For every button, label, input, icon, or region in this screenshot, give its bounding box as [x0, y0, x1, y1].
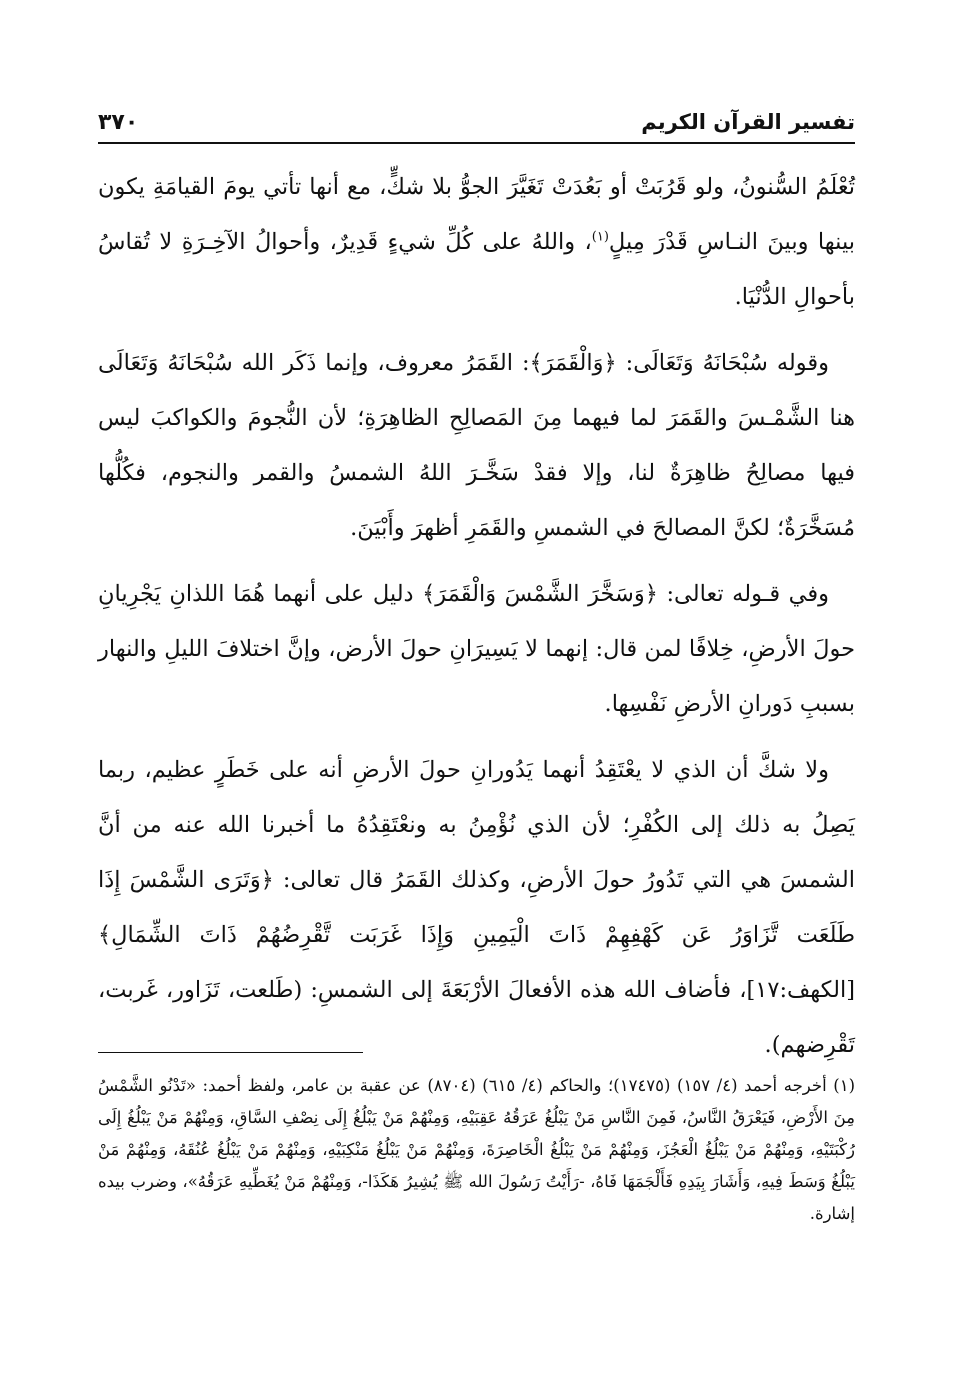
- footnote-reference: (١): [591, 229, 609, 245]
- paragraph-4: ولا شكَّ أن الذي لا يعْتَقِدُ أنهما يَدُورانِ حولَ الأرضِ أنه على خَطَرٍ عظيم، ربما يَصِلُ به ذلك إلى الكُفْرِ؛ لأن الذي نُؤْمِنُ به ونعْتَقِدُهُ ما أخبرنا الله عنه من أنَّ الشمسَ هي التي تَدُورُ حولَ الأرضِ، وكذلك القَمَرُ قال تعالى: ﴿وَتَرَى الشَّمْسَ إِذَا طَلَعَت تَّزَاوَرُ عَن كَهْفِهِمْ ذَاتَ الْيَمِينِ وَإِذَا غَرَبَت تَّقْرِضُهُمْ ذَاتَ الشِّمَالِ﴾ [الكهف:١٧]، فأضاف الله هذه الأفعالَ الأرْبَعَةَ إلى الشمسِ: (طَلعت، تَزَاور، غَربت، تَقْرِضهم).: [98, 757, 855, 1058]
- paragraph-1: [98, 160, 855, 325]
- page-number: ٣٧٠: [98, 110, 139, 135]
- footnotes: [98, 1070, 855, 1230]
- footnote-separator: [98, 1052, 363, 1053]
- main-text: [98, 160, 855, 1084]
- paragraph-2: وقوله سُبْحَانَهُ وَتَعَالَى: ﴿وَالْقَمَرَ﴾: القَمَرُ معروف، وإنما ذَكَر الله سُبْحَانَهُ وَتَعَالَى هنا الشَّمْـسَ والقَمَرَ لما فيهما مِنَ المَصالِحِ الظاهِرَةِ؛ لأن النُّجومَ والكواكبَ ليس فيها مصالِحُ ظاهِرَةٌ لنا، وإلا فقدْ سَخَّـرَ اللهُ الشمسُ والقمر والنجوم، فكُلُّها مُسَخَّرَةٌ؛ لكنَّ المصالحَ في الشمسِ والقَمَرِ أظهرَ وأَبْيَنَ.: [98, 350, 855, 541]
- running-title: تفسير القرآن الكريم: [641, 110, 855, 134]
- paragraph-1-text-continued: ، واللهُ على كُلِّ شيءٍ قَدِيرٌ، وأحوالُ الآخِـرَةِ لا تُقاسُ بأحوالِ الدُّنْيَا.: [98, 229, 855, 310]
- page-header: [98, 110, 855, 144]
- footnote-1: (١) أخرجه أحمد (٤/ ١٥٧) (١٧٤٧٥)؛ والحاكم (٤/ ٦١٥) (٨٧٠٤) عن عقبة بن عامر، ولفظ أحمد: «تَدْنُو الشَّمْسُ مِنَ الأَرْضِ، فَيَعْرَقُ النَّاسُ، فَمِنَ النَّاسِ مَنْ يَبْلُغُ عَرَقُهُ عَقِبَيْهِ، وَمِنْهُمْ مَنْ يَبْلُغُ إِلَى نِصْفِ السَّاقِ، وَمِنْهُمْ مَنْ يَبْلُغُ إِلَى رُكْبَتَيْهِ، وَمِنْهُمْ مَنْ يَبْلُغُ الْعَجُزَ، وَمِنْهُمْ مَنْ يَبْلُغُ الْخَاصِرَةَ، وَمِنْهُمْ مَنْ يَبْلُغُ مَنْكِبَيْهِ، وَمِنْهُمْ مَنْ يَبْلُغُ عُنُقَهُ، وَمِنْهُمْ مَنْ يَبْلُغُ وَسَطَ فِيهِ، وَأَشَارَ بِيَدِهِ فَأَلْجَمَهَا فَاهُ، -رَأَيْتُ رَسُولَ الله ﷺ يُشِيرُ هَكَذَا-، وَمِنْهُمْ مَنْ يُغَطِّيهِ عَرَقُهُ»، وضرب بيده إشارة.: [98, 1076, 855, 1223]
- paragraph-3: وفي قـوله تعالى: ﴿وَسَخَّرَ الشَّمْسَ وَالْقَمَرَ﴾ دليل على أنهما هُمَا اللذانِ يَجْرِيانِ حولَ الأرضِ، خِلافًا لمن قال: إنهما لا يَسِيرَانِ حولَ الأرض، وإنَّ اختلافَ الليلِ والنهار بسببِ دَورانِ الأرضِ نَفْسِها.: [98, 581, 855, 717]
- paragraph-1-text: تُعْلَمُ السُّنونُ، ولو قَرُبَتْ أو بَعُدَتْ تَغَيَّرَ الجوُّ بلا شكٍّ، مع أنها تأتي يومَ القيامَةِ يكون بينها وبينَ النـاسِ قَدْرَ مِيلٍ: [98, 174, 855, 255]
